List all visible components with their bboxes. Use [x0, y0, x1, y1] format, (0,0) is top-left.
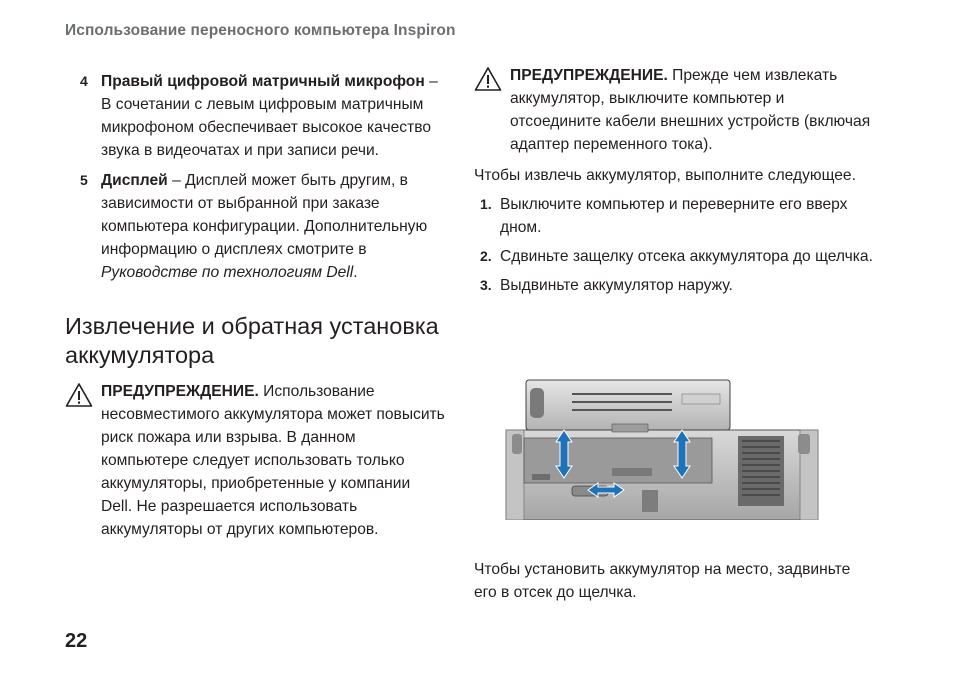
item-term: Дисплей — [101, 172, 168, 189]
running-head: Использование переносного компьютера Inspiron — [65, 22, 456, 39]
warning-triangle-icon — [474, 66, 502, 92]
battery-removal-illustration — [502, 378, 822, 520]
warning-text: Использование несовместимого аккумулятора может повысить риск пожара или взрыва. В данном компьютере следует использовать только аккумуляторы, приобретенные у компании Dell. Не разрешается использовать аккумуляторы от других компьютеров. — [101, 383, 445, 538]
install-instruction: Чтобы установить аккумулятор на место, задвиньте его в отсек до щелчка. — [474, 561, 851, 601]
list-item-microphone — [65, 70, 445, 162]
step-item — [474, 193, 874, 239]
vent-grille — [738, 436, 784, 506]
guide-reference: Руководстве по технологиям Dell — [101, 264, 354, 281]
section-heading: Извлечение и обратная установка аккумулятора — [65, 313, 439, 368]
list-item-display — [65, 169, 445, 284]
warning-label: ПРЕДУПРЕЖДЕНИЕ. — [510, 67, 668, 84]
warning-triangle-icon — [65, 382, 93, 408]
battery-pack — [526, 380, 730, 432]
step-item — [474, 274, 874, 297]
item-text: – В сочетании с левым цифровым матричным микрофоном обеспечивает высокое качество звука в видеочатах и при записи речи. — [101, 73, 438, 159]
item-number: 5 — [80, 172, 88, 188]
step-text: Выключите компьютер и переверните его вверх дном. — [500, 196, 848, 236]
page-number: 22 — [65, 630, 88, 652]
warning-label: ПРЕДУПРЕЖДЕНИЕ. — [101, 383, 259, 400]
item-tail: . — [353, 264, 358, 281]
step-item — [474, 245, 874, 268]
right-column — [474, 64, 874, 297]
item-number: 4 — [80, 73, 88, 89]
warning-text: Прежде чем извлекать аккумулятор, выключите компьютер и отсоедините кабели внешних устройств (включая адаптер переменного тока). — [510, 67, 871, 153]
removal-steps — [474, 193, 874, 297]
warning-compatibility — [65, 380, 445, 541]
step-number: 3. — [480, 277, 492, 293]
removal-intro: Чтобы извлечь аккумулятор, выполните следующее. — [474, 167, 856, 184]
step-text: Выдвиньте аккумулятор наружу. — [500, 277, 733, 294]
step-number: 1. — [480, 196, 492, 212]
step-text: Сдвиньте защелку отсека аккумулятора до щелчка. — [500, 248, 873, 265]
step-number: 2. — [480, 248, 492, 264]
item-text: – Дисплей может быть другим, в зависимости от выбранной при заказе компьютера конфигурации. Дополнительную информацию о дисплеях смотрите в — [101, 172, 428, 258]
warning-power-off — [474, 64, 874, 156]
left-column — [65, 70, 445, 541]
item-term: Правый цифровой матричный микрофон — [101, 73, 425, 90]
